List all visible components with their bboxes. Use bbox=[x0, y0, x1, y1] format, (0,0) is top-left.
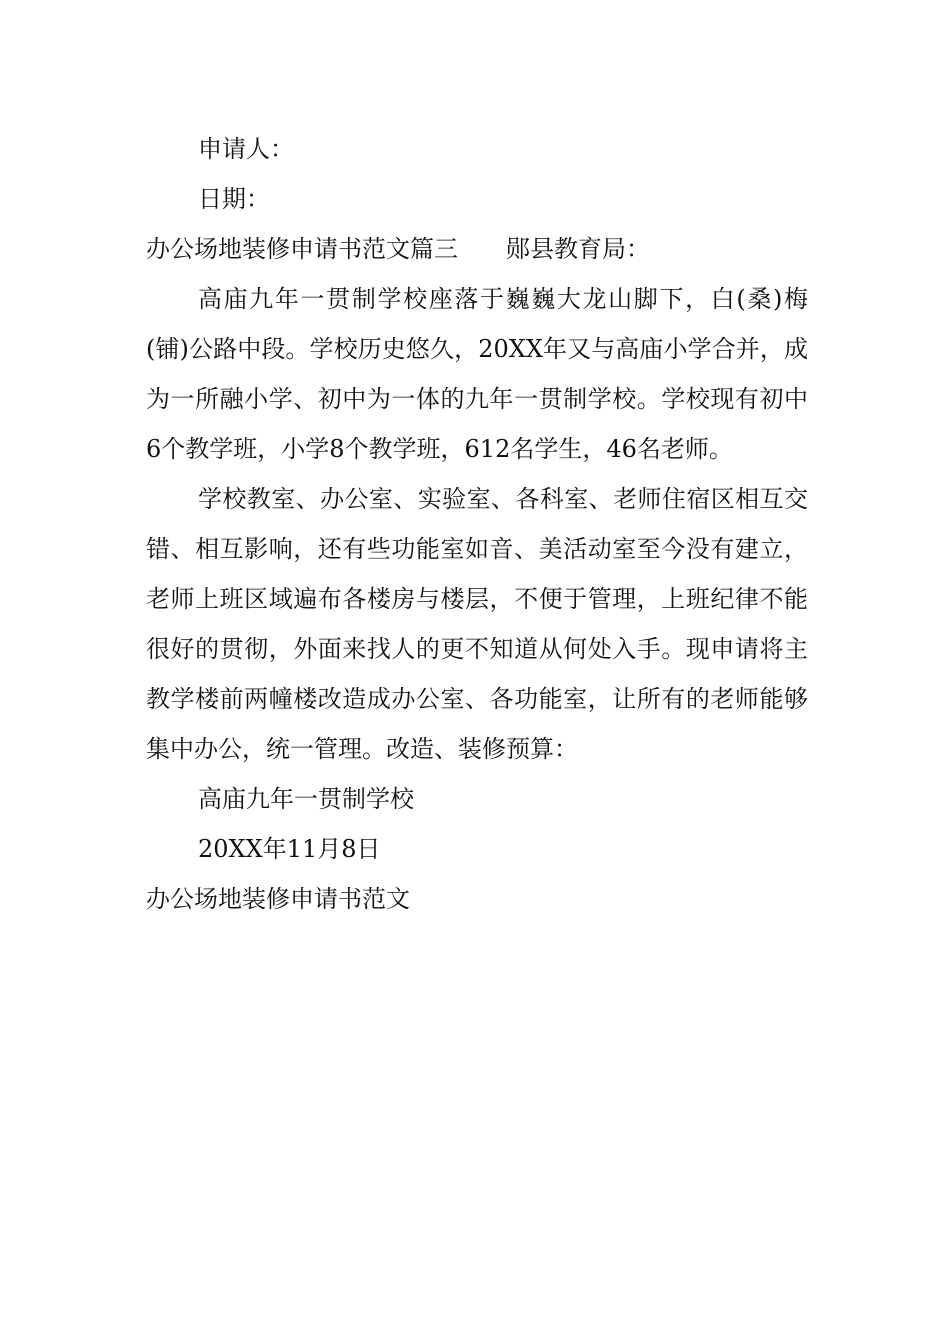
addressee: 郧县教育局： bbox=[506, 235, 650, 263]
signature-date: 20XX年11月8日 bbox=[198, 835, 381, 863]
date-label: 日期： bbox=[198, 185, 270, 213]
document-page bbox=[146, 124, 808, 924]
signature-school: 高庙九年一贯制学校 bbox=[198, 785, 414, 813]
section-title: 办公场地装修申请书范文篇三 bbox=[146, 235, 458, 263]
footer-title: 办公场地装修申请书范文 bbox=[146, 885, 410, 913]
body-paragraph-1: 高庙九年一贯制学校座落于巍巍大龙山脚下，白(桑)梅(铺)公路中段。学校历史悠久，20XX年又与高庙小学合并，成为一所融小学、初中为一体的九年一贯制学校。学校现有初中6个教学班，小学8个教学班，612名学生，46名老师。 bbox=[146, 285, 808, 463]
body-paragraph-2: 学校教室、办公室、实验室、各科室、老师住宿区相互交错、相互影响，还有些功能室如音、美活动室至今没有建立，老师上班区域遍布各楼房与楼层，不便于管理，上班纪律不能很好的贯彻，外面来找人的更不知道从何处入手。现申请将主教学楼前两幢楼改造成办公室、各功能室，让所有的老师能够集中办公，统一管理。改造、装修预算： bbox=[146, 485, 808, 763]
applicant-label: 申请人： bbox=[198, 135, 294, 163]
heading-line bbox=[146, 224, 808, 274]
